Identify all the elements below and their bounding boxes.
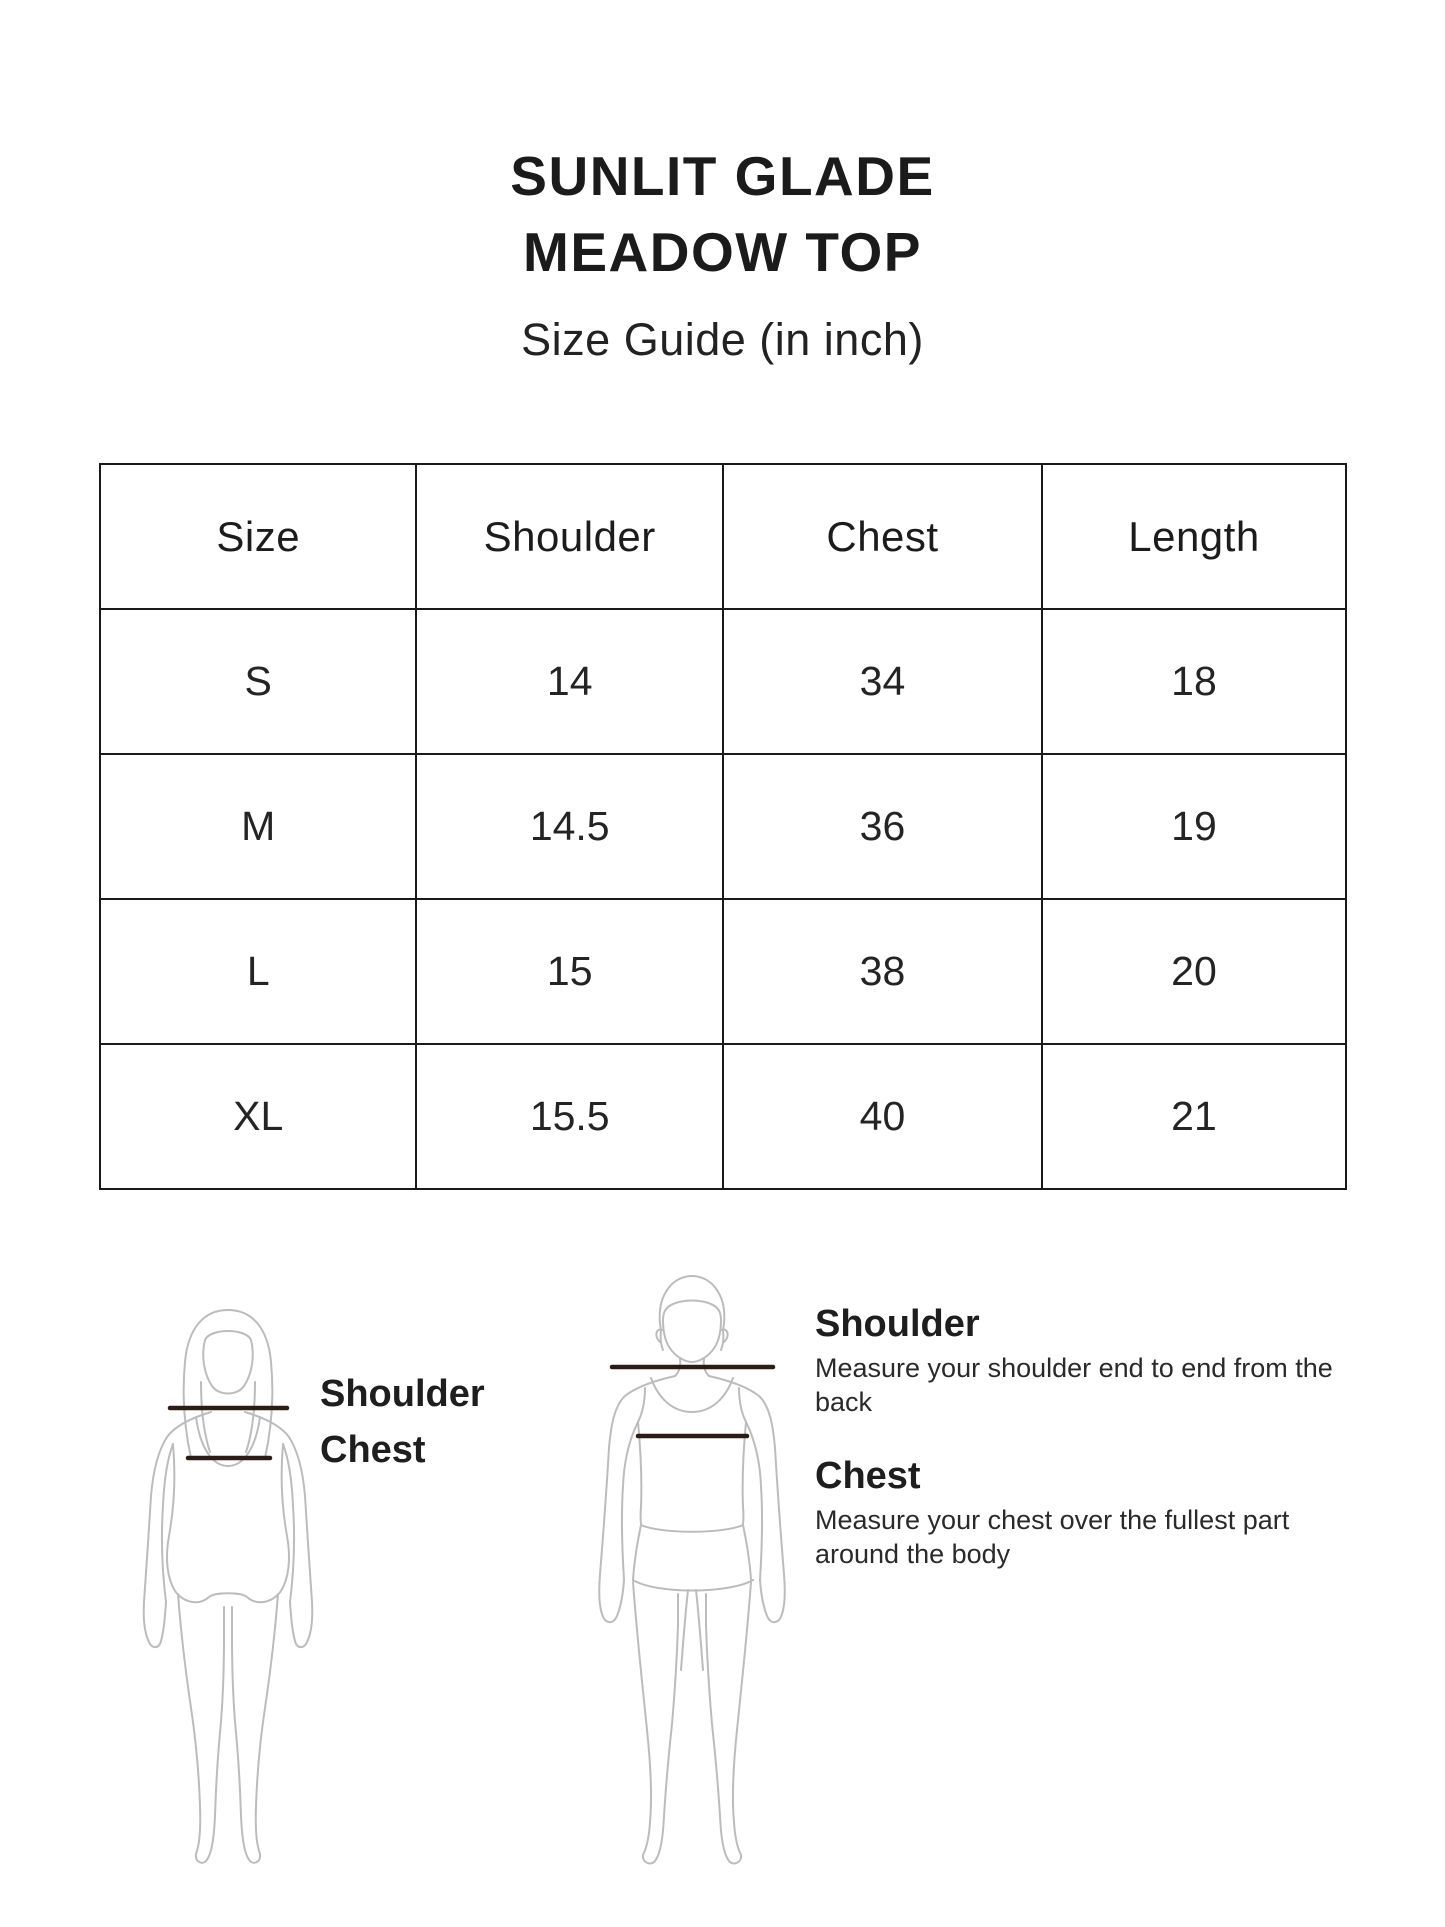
cell-length: 19 bbox=[1042, 754, 1346, 899]
cell-length: 20 bbox=[1042, 899, 1346, 1044]
male-body-outline bbox=[599, 1276, 785, 1863]
female-body-outline bbox=[144, 1310, 313, 1863]
table-row-l bbox=[100, 899, 1346, 1044]
cell-chest: 34 bbox=[723, 609, 1042, 754]
col-header-chest: Chest bbox=[723, 464, 1042, 609]
cell-shoulder: 14.5 bbox=[416, 754, 723, 899]
measurement-instructions bbox=[815, 1301, 1360, 1571]
cell-length: 18 bbox=[1042, 609, 1346, 754]
shoulder-instruction-text: Measure your shoulder end to end from the back bbox=[815, 1353, 1333, 1417]
cell-shoulder: 15 bbox=[416, 899, 723, 1044]
cell-shoulder: 14 bbox=[416, 609, 723, 754]
cell-size: M bbox=[100, 754, 416, 899]
male-figure-illustration bbox=[585, 1272, 800, 1872]
size-guide-subtitle: Size Guide (in inch) bbox=[521, 314, 924, 365]
shoulder-instruction-heading: Shoulder bbox=[815, 1303, 980, 1345]
cell-chest: 40 bbox=[723, 1044, 1042, 1189]
table-row-s bbox=[100, 609, 1346, 754]
col-header-size: Size bbox=[100, 464, 416, 609]
female-figure-illustration bbox=[93, 1286, 333, 1871]
size-table bbox=[99, 463, 1347, 1190]
product-title-line1: SUNLIT GLADE bbox=[510, 145, 935, 207]
cell-size: XL bbox=[100, 1044, 416, 1189]
product-title-line2: MEADOW TOP bbox=[523, 221, 922, 283]
size-table-header-row bbox=[100, 464, 1346, 609]
col-header-length: Length bbox=[1042, 464, 1346, 609]
page-header bbox=[0, 0, 1445, 366]
chest-instruction-text: Measure your chest over the fullest part around the body bbox=[815, 1505, 1290, 1569]
cell-chest: 36 bbox=[723, 754, 1042, 899]
chest-instruction-heading: Chest bbox=[815, 1455, 921, 1497]
female-chest-label: Chest bbox=[320, 1429, 426, 1471]
table-row-m bbox=[100, 754, 1346, 899]
cell-length: 21 bbox=[1042, 1044, 1346, 1189]
female-shoulder-label: Shoulder bbox=[320, 1373, 485, 1415]
table-row-xl bbox=[100, 1044, 1346, 1189]
cell-size: L bbox=[100, 899, 416, 1044]
cell-chest: 38 bbox=[723, 899, 1042, 1044]
cell-size: S bbox=[100, 609, 416, 754]
col-header-shoulder: Shoulder bbox=[416, 464, 723, 609]
cell-shoulder: 15.5 bbox=[416, 1044, 723, 1189]
